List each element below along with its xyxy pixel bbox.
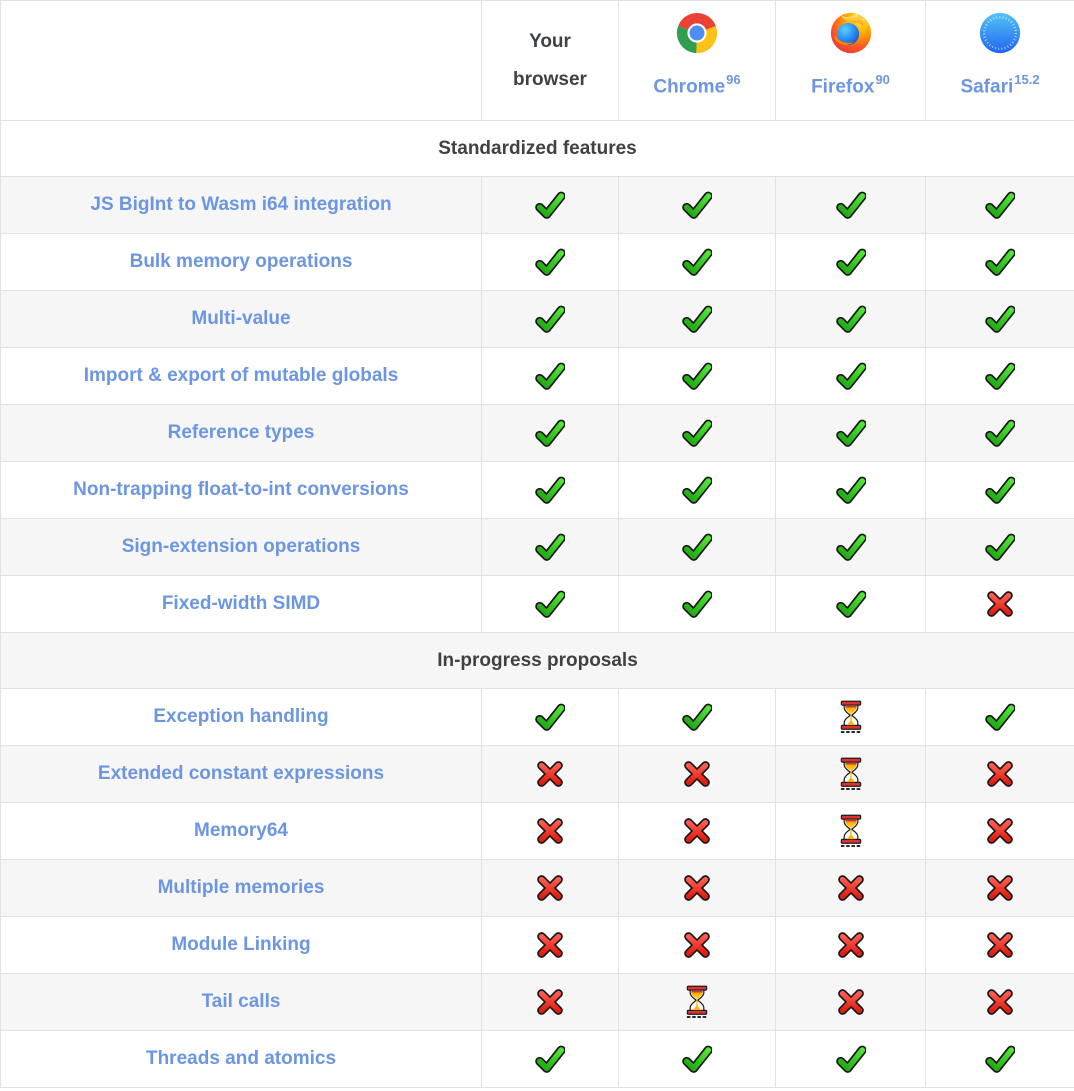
- feature-row: [1, 1031, 1074, 1088]
- support-cell: [619, 348, 776, 405]
- section-title: In-progress proposals: [437, 649, 638, 671]
- feature-cell: [1, 1031, 482, 1088]
- firefox-label[interactable]: Firefox$^{90}$: [811, 72, 890, 98]
- support-cell: [926, 234, 1074, 291]
- feature-cell: [1, 803, 482, 860]
- check-icon: [682, 304, 712, 334]
- check-icon: [836, 475, 866, 505]
- support-cell: [776, 917, 926, 974]
- feature-row: [1, 519, 1074, 576]
- section-header: [1, 633, 1074, 689]
- cross-icon: [535, 873, 565, 903]
- check-icon: [836, 589, 866, 619]
- check-icon: [836, 304, 866, 334]
- feature-row: [1, 234, 1074, 291]
- check-icon: [535, 532, 565, 562]
- feature-row: [1, 405, 1074, 462]
- feature-cell: [1, 177, 482, 234]
- hourglass-icon: [837, 814, 865, 848]
- check-icon: [535, 190, 565, 220]
- hourglass-icon: [837, 757, 865, 791]
- support-cell: [776, 746, 926, 803]
- support-cell: [482, 1031, 619, 1088]
- feature-link[interactable]: Reference types: [167, 422, 315, 443]
- support-cell: [776, 177, 926, 234]
- support-cell: [482, 405, 619, 462]
- support-cell: [619, 746, 776, 803]
- check-icon: [985, 418, 1015, 448]
- support-cell: [776, 348, 926, 405]
- feature-row: [1, 576, 1074, 633]
- check-icon: [535, 247, 565, 277]
- safari-logo-icon: [977, 10, 1023, 56]
- chrome-logo-icon: [674, 10, 720, 56]
- feature-cell: [1, 689, 482, 746]
- feature-link[interactable]: Threads and atomics: [145, 1048, 337, 1069]
- check-icon: [682, 190, 712, 220]
- check-icon: [682, 532, 712, 562]
- firefox-version: 90: [875, 72, 890, 87]
- support-cell: [482, 803, 619, 860]
- support-cell: [619, 405, 776, 462]
- support-cell: [926, 689, 1074, 746]
- cross-icon: [535, 759, 565, 789]
- cross-icon: [535, 987, 565, 1017]
- feature-cell: [1, 291, 482, 348]
- feature-link[interactable]: Exception handling: [153, 706, 329, 727]
- check-icon: [836, 1044, 866, 1074]
- feature-cell: [1, 917, 482, 974]
- support-cell: [482, 746, 619, 803]
- check-icon: [535, 304, 565, 334]
- cross-icon: [682, 930, 712, 960]
- feature-cell: [1, 519, 482, 576]
- feature-cell: [1, 405, 482, 462]
- support-cell: [776, 462, 926, 519]
- feature-link[interactable]: JS BigInt to Wasm i64 integration: [90, 194, 392, 215]
- cross-icon: [836, 930, 866, 960]
- feature-row: [1, 177, 1074, 234]
- firefox-logo-icon: [828, 10, 874, 56]
- cross-icon: [682, 873, 712, 903]
- support-cell: [776, 576, 926, 633]
- check-icon: [535, 1044, 565, 1074]
- cross-icon: [535, 816, 565, 846]
- check-icon: [682, 1044, 712, 1074]
- support-cell: [619, 860, 776, 917]
- feature-link[interactable]: Module Linking: [171, 934, 311, 955]
- check-icon: [682, 361, 712, 391]
- support-cell: [619, 576, 776, 633]
- check-icon: [682, 475, 712, 505]
- feature-row: [1, 974, 1074, 1031]
- feature-link[interactable]: Bulk memory operations: [129, 251, 353, 272]
- feature-row: [1, 860, 1074, 917]
- check-icon: [985, 1044, 1015, 1074]
- feature-link[interactable]: Memory64: [194, 820, 288, 841]
- browser-header-row: [1, 1, 1074, 121]
- check-icon: [682, 247, 712, 277]
- section-row: [1, 633, 1074, 689]
- section-title: Standardized features: [438, 137, 637, 159]
- check-icon: [535, 361, 565, 391]
- feature-link[interactable]: Multi-value: [191, 308, 291, 329]
- support-cell: [926, 576, 1074, 633]
- cross-icon: [836, 873, 866, 903]
- cross-icon: [985, 816, 1015, 846]
- check-icon: [985, 190, 1015, 220]
- check-icon: [682, 589, 712, 619]
- check-icon: [985, 475, 1015, 505]
- support-cell: [482, 689, 619, 746]
- feature-link[interactable]: Extended constant expressions: [97, 763, 385, 784]
- feature-cell: [1, 860, 482, 917]
- support-cell: [926, 177, 1074, 234]
- feature-cell: [1, 348, 482, 405]
- hourglass-icon: [837, 700, 865, 734]
- feature-link[interactable]: Tail calls: [201, 991, 281, 1012]
- column-header-your-browser: [482, 1, 619, 121]
- support-cell: [619, 689, 776, 746]
- support-cell: [776, 519, 926, 576]
- support-cell: [926, 1031, 1074, 1088]
- column-header-firefox: [776, 1, 926, 121]
- support-cell: [619, 974, 776, 1031]
- support-cell: [926, 803, 1074, 860]
- feature-row: [1, 803, 1074, 860]
- cross-icon: [535, 930, 565, 960]
- support-cell: [776, 1031, 926, 1088]
- feature-row: [1, 917, 1074, 974]
- support-cell: [482, 974, 619, 1031]
- safari-label[interactable]: Safari$^{15.2}$: [960, 72, 1040, 98]
- support-cell: [776, 803, 926, 860]
- feature-row: [1, 348, 1074, 405]
- support-cell: [482, 291, 619, 348]
- check-icon: [836, 532, 866, 562]
- check-icon: [836, 418, 866, 448]
- check-icon: [985, 247, 1015, 277]
- support-cell: [482, 576, 619, 633]
- column-header-safari: [926, 1, 1074, 121]
- feature-cell: [1, 462, 482, 519]
- section-row: [1, 121, 1074, 177]
- feature-cell: [1, 576, 482, 633]
- feature-row: [1, 462, 1074, 519]
- feature-link[interactable]: Non-trapping float-to-int conversions: [73, 479, 409, 500]
- feature-link[interactable]: Sign-extension operations: [121, 536, 361, 557]
- support-cell: [926, 405, 1074, 462]
- check-icon: [836, 190, 866, 220]
- support-cell: [776, 689, 926, 746]
- check-icon: [836, 361, 866, 391]
- feature-row: [1, 689, 1074, 746]
- cross-icon: [985, 589, 1015, 619]
- support-cell: [482, 348, 619, 405]
- support-cell: [776, 405, 926, 462]
- column-header-chrome: [619, 1, 776, 121]
- feature-link[interactable]: Multiple memories: [157, 877, 325, 898]
- check-icon: [985, 304, 1015, 334]
- check-icon: [985, 702, 1015, 732]
- support-cell: [926, 462, 1074, 519]
- check-icon: [682, 418, 712, 448]
- cross-icon: [682, 759, 712, 789]
- support-cell: [482, 177, 619, 234]
- cross-icon: [985, 987, 1015, 1017]
- cross-icon: [985, 873, 1015, 903]
- table-body: [1, 121, 1074, 1088]
- support-cell: [619, 519, 776, 576]
- support-cell: [619, 234, 776, 291]
- support-cell: [926, 746, 1074, 803]
- support-cell: [926, 519, 1074, 576]
- support-cell: [926, 291, 1074, 348]
- feature-cell: [1, 746, 482, 803]
- support-cell: [926, 974, 1074, 1031]
- chrome-label[interactable]: Chrome$^{96}$: [653, 72, 741, 98]
- cross-icon: [985, 759, 1015, 789]
- support-cell: [776, 291, 926, 348]
- check-icon: [985, 532, 1015, 562]
- support-cell: [619, 291, 776, 348]
- feature-row: [1, 746, 1074, 803]
- feature-cell: [1, 974, 482, 1031]
- chrome-version: 96: [726, 72, 741, 87]
- feature-row: [1, 291, 1074, 348]
- check-icon: [535, 702, 565, 732]
- support-cell: [482, 462, 619, 519]
- check-icon: [985, 361, 1015, 391]
- support-cell: [482, 234, 619, 291]
- check-icon: [682, 702, 712, 732]
- feature-link[interactable]: Import & export of mutable globals: [83, 365, 399, 386]
- feature-cell: [1, 234, 482, 291]
- check-icon: [535, 589, 565, 619]
- cross-icon: [682, 816, 712, 846]
- check-icon: [535, 418, 565, 448]
- check-icon: [836, 247, 866, 277]
- support-cell: [926, 348, 1074, 405]
- support-cell: [619, 462, 776, 519]
- support-cell: [619, 177, 776, 234]
- hourglass-icon: [683, 985, 711, 1019]
- check-icon: [535, 475, 565, 505]
- support-cell: [776, 234, 926, 291]
- support-cell: [482, 917, 619, 974]
- support-cell: [482, 860, 619, 917]
- feature-link[interactable]: Fixed-width SIMD: [161, 593, 321, 614]
- support-cell: [776, 974, 926, 1031]
- cross-icon: [985, 930, 1015, 960]
- support-cell: [619, 1031, 776, 1088]
- section-header: [1, 121, 1074, 177]
- support-cell: [482, 519, 619, 576]
- cross-icon: [836, 987, 866, 1017]
- support-cell: [776, 860, 926, 917]
- support-cell: [926, 917, 1074, 974]
- support-cell: [619, 803, 776, 860]
- your-browser-label: Your browser: [513, 30, 587, 90]
- corner-cell: [1, 1, 482, 121]
- support-cell: [619, 917, 776, 974]
- safari-version: 15.2: [1014, 72, 1040, 87]
- support-cell: [926, 860, 1074, 917]
